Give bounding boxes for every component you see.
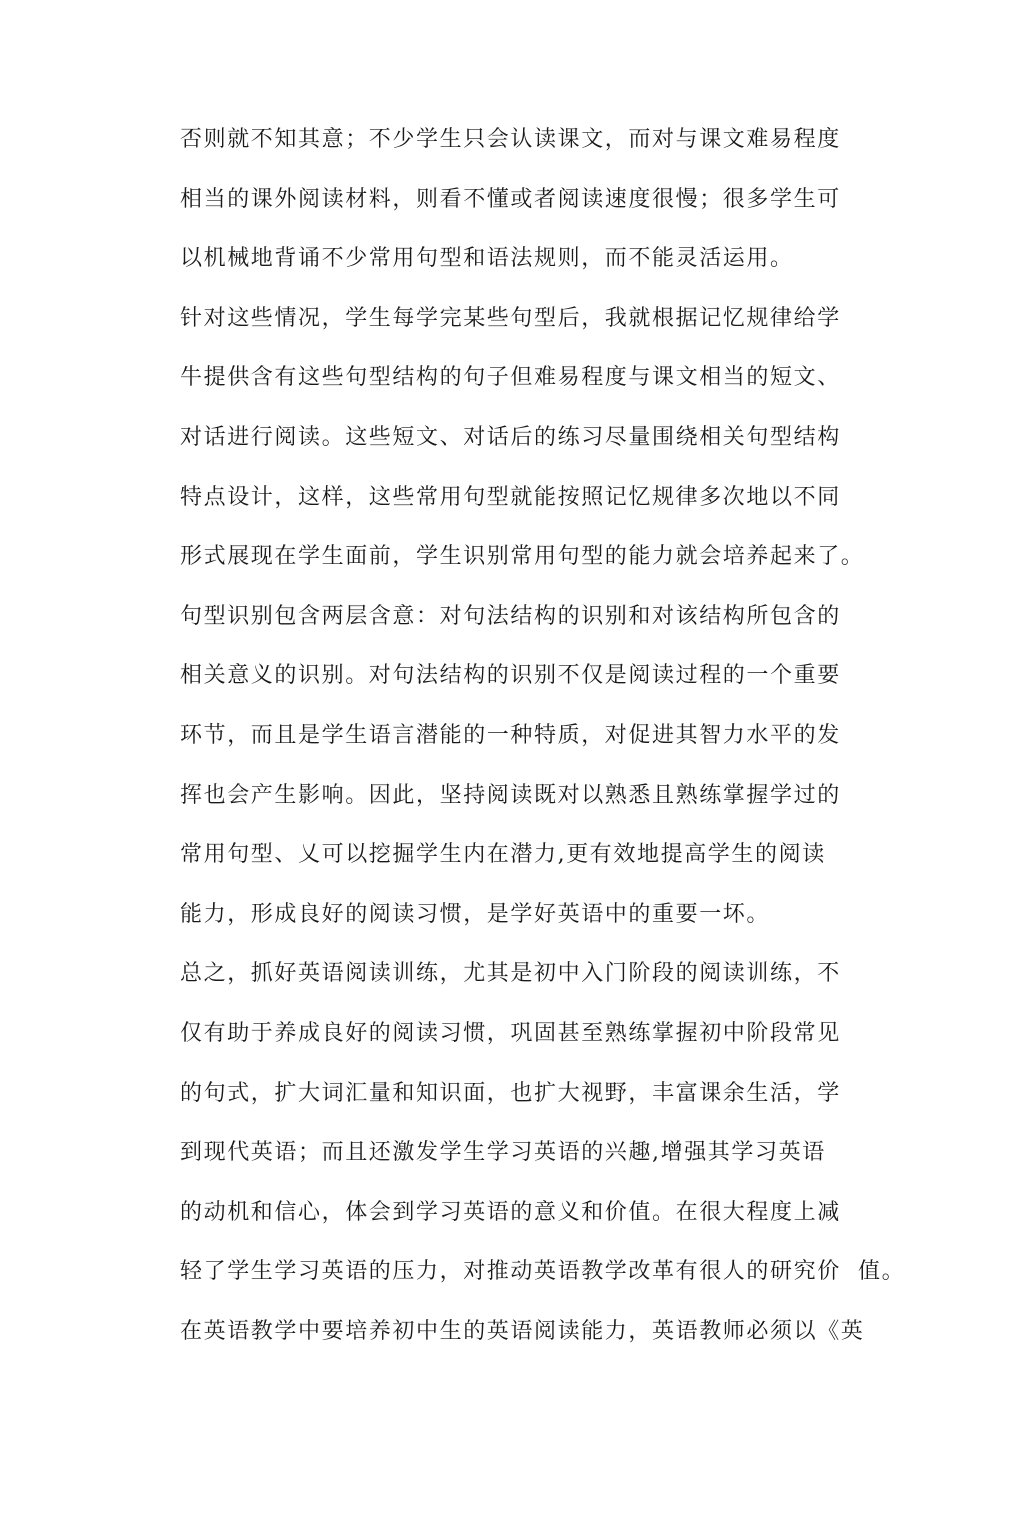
text-line: 常用句型、乂可以挖掘学生内在潜力,更有效地提高学生的阅读 [180,842,826,868]
text-line: 总之，抓好英语阅读训练，尤其是初中入门阶段的阅读训练，不 [180,961,841,987]
body-text [180,110,960,1361]
text-line: 特点设计，这样，这些常用句型就能按照记忆规律多次地以不同 [180,484,841,510]
text-line: 能力，形成良好的阅读习惯，是学好英语中的重要一坏。 [180,901,771,927]
text-line: 相关意义的识别。对句法结构的识别不仅是阅读过程的一个重要 [180,663,841,689]
text-line: 的句式，扩大词汇量和知识面，也扩大视野，丰富课余生活，学 [180,1080,841,1106]
text-line: 对话进行阅读。这些短文、对话后的练习尽量围绕相关句型结构 [180,424,841,450]
text-line: 否则就不知其意；不少学生只会认读课文，而对与课文难易程度 [180,127,841,152]
text-line: 挥也会产生影响。因此，坚持阅读既对以熟悉且熟练掌握学过的 [180,782,841,808]
text-line: 句型识别包含两层含意：对句法结构的识别和对该结构所包含的 [180,603,841,629]
text-line: 以机械地背诵不少常用句型和语法规则，而不能灵活运用。 [180,246,794,272]
text-line: 相当的课外阅读材料，则看不懂或者阅读速度很慢；很多学生可 [180,186,841,212]
text-line: 牛提供含有这些句型结构的句子但难易程度与课文相当的短文、 [180,365,841,391]
text-line: 环节，而且是学生语言潜能的一种特质，对促进其智力水平的发 [180,722,841,748]
text-line: 的动机和信心，体会到学习英语的意义和价值。在很大程度上减 [180,1199,841,1225]
text-line: 到现代英语；而且还激发学生学习英语的兴趣,增强其学习英语 [180,1140,826,1166]
text-line: 形式展现在学生面前，学生识别常用句型的能力就会培养起来了。 [180,544,865,570]
text-line: 针对这些情况，学生每学完某些句型后，我就根据记忆规律给学 [180,305,841,331]
text-line: 仅有助于养成良好的阅读习惯，巩固甚至熟练掌握初中阶段常见 [180,1020,841,1046]
text-line: 轻了学生学习英语的压力，对推动英语教学改革有很人的研究价 值。 [180,1259,906,1285]
text-line: 在英语教学中要培养初中生的英语阅读能力，英语教师必须以《英 [180,1318,865,1344]
